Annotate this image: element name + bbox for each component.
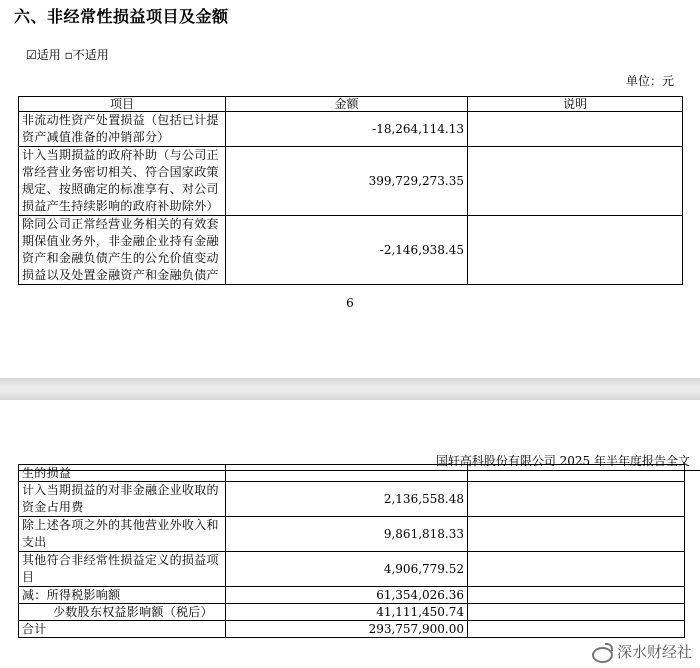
row-item: 计入当期损益的对非金融企业收取的资金占用费 [19,482,226,517]
column-header-item: 项目 [19,97,226,112]
row-note [468,465,685,482]
row-amount: 61,354,026.36 [226,587,468,604]
page-separator [0,378,700,400]
row-note [468,147,683,216]
row-amount: -18,264,114.13 [226,112,468,147]
row-note [468,517,685,552]
row-amount: 9,861,818.33 [226,517,468,552]
row-amount [226,465,468,482]
report-header-title: 国轩高科股份有限公司 2025 年半年度报告全文 [435,454,690,468]
row-item: 减：所得税影响额 [19,587,226,604]
table-row [19,112,683,147]
table-row [19,482,685,517]
weibo-icon [591,643,613,661]
row-item: 少数股东权益影响额（税后） [19,604,226,621]
row-item: 合计 [19,621,226,638]
row-item: 除上述各项之外的其他营业外收入和支出 [19,517,226,552]
row-amount: 399,729,273.35 [226,147,468,216]
watermark [591,641,692,662]
row-item: 非流动性资产处置损益（包括已计提资产减值准备的冲销部分） [19,112,226,147]
row-amount: 293,757,900.00 [226,621,468,638]
row-amount: 4,906,779.52 [226,552,468,587]
row-note [468,112,683,147]
table-row [19,517,685,552]
row-note [468,587,685,604]
table-row [19,147,683,216]
row-note [468,621,685,638]
row-note [468,216,683,285]
table-row [19,552,685,587]
table-row [19,216,683,285]
row-note [468,482,685,517]
unit-label: 单位：元 [625,74,674,88]
row-item: 生的损益 [19,465,226,482]
table-row [19,587,685,604]
column-header-amount: 金额 [226,97,468,112]
row-item: 计入当期损益的政府补助（与公司正常经营业务密切相关、符合国家政策规定、按照确定的标准享有、对公司损益产生持续影响的政府补助除外） [19,147,226,216]
non-recurring-table-part2 [18,464,685,638]
column-header-note: 说明 [468,97,683,112]
row-note [468,604,685,621]
section-heading: 六、非经常性损益项目及金额 [14,7,229,26]
row-note [468,552,685,587]
table-row-total [19,621,685,638]
table-row [19,465,685,482]
table-row [19,604,685,621]
row-item: 其他符合非经常性损益定义的损益项目 [19,552,226,587]
applicable-checkbox-line: ☑适用 ▫不适用 [26,48,109,62]
watermark-text: 深水财经社 [616,643,692,661]
table-header-row [19,97,683,112]
row-amount: 2,136,558.48 [226,482,468,517]
report-page-2 [0,400,700,668]
row-amount: -2,146,938.45 [226,216,468,285]
row-item: 除同公司正常经营业务相关的有效套期保值业务外，非金融企业持有金融资产和金融负债产生的公允价值变动损益以及处置金融资产和金融负债产 [19,216,226,285]
row-amount: 41,111,450.74 [226,604,468,621]
non-recurring-table-part1 [18,96,683,285]
page-number: 6 [346,296,354,310]
